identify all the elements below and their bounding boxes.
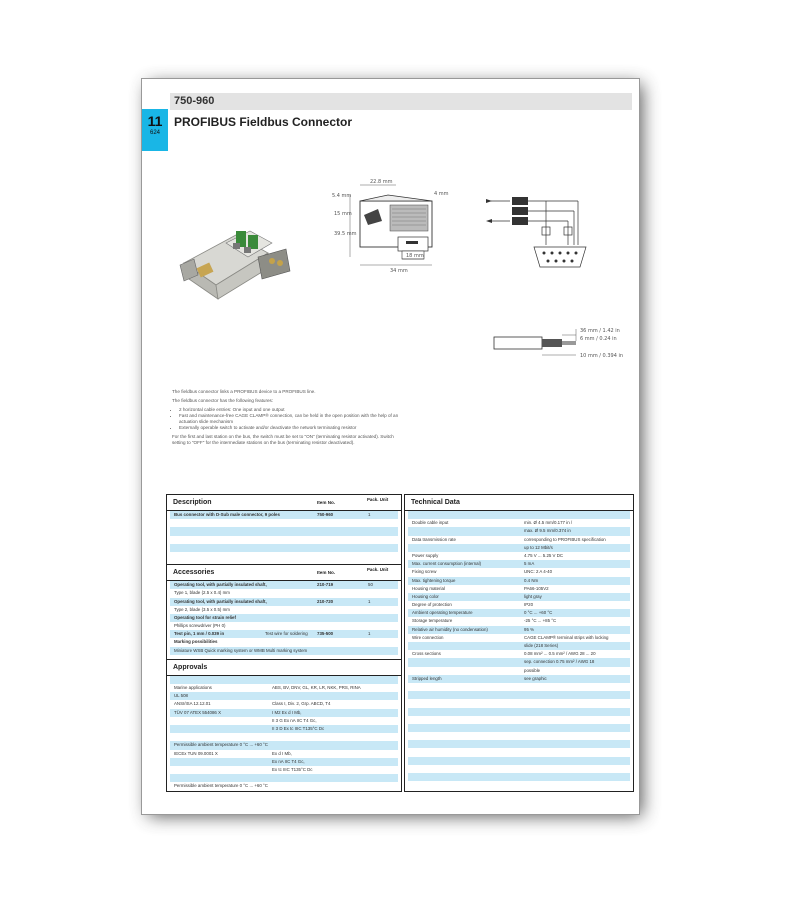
table-row bbox=[170, 552, 398, 560]
table-row bbox=[170, 684, 398, 692]
table-row bbox=[170, 511, 398, 519]
table-row bbox=[408, 568, 630, 576]
row-value: Class I, Div. 2, Grp. ABCD, T4 bbox=[272, 701, 331, 707]
ordering-box bbox=[166, 494, 402, 792]
table-row bbox=[408, 617, 630, 625]
table-row bbox=[170, 638, 398, 646]
row-label: Cross sections bbox=[412, 651, 441, 657]
table-row bbox=[170, 766, 398, 774]
table-row bbox=[170, 717, 398, 725]
dim-label: 5.4 mm bbox=[332, 193, 352, 199]
row-description: Operating tool, with partially insulated shaft, bbox=[174, 582, 267, 588]
row-value: 95 % bbox=[524, 626, 535, 632]
technical-data-rows bbox=[408, 511, 630, 781]
table-row bbox=[408, 585, 630, 593]
table-row bbox=[408, 609, 630, 617]
section-heading: Description bbox=[173, 499, 212, 506]
row-description: Operating tool, with partially insulated shaft, bbox=[174, 598, 267, 604]
table-row bbox=[408, 577, 630, 585]
row-value: ABS, BV, DNV, GL, KR, LR, NKK, PRS, RINA bbox=[272, 685, 361, 690]
row-label: UL 508 bbox=[174, 693, 188, 699]
feature-item: • 2 horizontal cable entries: One input and one output bbox=[179, 407, 402, 413]
table-row bbox=[408, 593, 630, 601]
part-number: 750-960 bbox=[174, 95, 215, 107]
dim-label: 15 mm bbox=[334, 211, 352, 217]
accessories-rows bbox=[170, 581, 398, 655]
table-row bbox=[408, 699, 630, 707]
table-row bbox=[170, 782, 398, 790]
dim-label: 4 mm bbox=[434, 191, 449, 197]
datasheet-page bbox=[141, 78, 640, 815]
section-heading: Technical Data bbox=[411, 499, 460, 506]
approvals-header bbox=[167, 660, 401, 676]
row-note: Test wire for soldering bbox=[265, 631, 308, 637]
col-pack-unit: Pack. Unit bbox=[367, 497, 389, 502]
intro-paragraph: The fieldbus connector links a PROFIBUS device to a PROFIBUS line. bbox=[172, 389, 316, 394]
row-label: Permissible ambient temperature 0 °C ... +60 °C bbox=[174, 742, 268, 748]
row-pack-unit: 1 bbox=[368, 631, 371, 637]
row-pack-unit: 1 bbox=[368, 598, 371, 604]
row-value: min. Ø 4.5 mm/0.177 in / bbox=[524, 520, 573, 526]
table-row bbox=[408, 560, 630, 568]
feature-item: • Fast and maintenance-free CAGE CLAMP® connection, can be held in the open position with the help of an actuation slide mechanism bbox=[179, 413, 402, 425]
dim-label: 18 mm bbox=[406, 253, 424, 259]
row-label: Power supply bbox=[412, 552, 439, 558]
table-row bbox=[408, 716, 630, 724]
cable-dim-label: 6 mm / 0.24 in bbox=[580, 336, 617, 342]
row-item-number: 735-500 bbox=[317, 631, 334, 637]
table-row bbox=[408, 765, 630, 773]
intro-paragraph: For the first and last station on the bus, the switch must be set to "ON" (terminating resistor activated). Switch setting to "OFF" for the intermediate stations on the bus (terminating resistor deactivated). bbox=[172, 434, 394, 445]
row-label: Relative air humidity (no condensation) bbox=[412, 626, 488, 632]
table-row bbox=[408, 773, 630, 781]
table-row bbox=[408, 519, 630, 527]
row-item-number: 750-960 bbox=[317, 512, 334, 517]
row-label: Wire connection bbox=[412, 634, 444, 640]
row-description: Miniature WSB Quick marking system or WMB Multi marking system bbox=[174, 647, 308, 653]
table-row bbox=[170, 544, 398, 552]
row-value: Ex nA IIC T4 Gc, bbox=[272, 758, 305, 764]
row-value: II 3 G Ex nA IIC T4 Gc, bbox=[272, 717, 317, 723]
row-value: UNC: 2 A 4-40 bbox=[524, 569, 553, 575]
row-value: I M2 Ex d I Mb, bbox=[272, 709, 302, 715]
row-value: II 3 D Ex tc IIIC T135°C Dc bbox=[272, 725, 325, 731]
row-value: 4.75 V ... 5.25 V DC bbox=[524, 552, 564, 558]
table-row bbox=[408, 757, 630, 765]
table-row bbox=[170, 741, 398, 749]
row-value: corresponding to PROFIBUS specification bbox=[524, 536, 606, 542]
table-row bbox=[408, 626, 630, 634]
section-heading: Approvals bbox=[173, 663, 208, 671]
table-row bbox=[408, 724, 630, 732]
product-photo bbox=[176, 213, 296, 309]
dim-label: 22.8 mm bbox=[370, 179, 393, 185]
table-row bbox=[170, 774, 398, 782]
table-row bbox=[408, 552, 630, 560]
col-item-no: Item No. bbox=[317, 570, 336, 576]
row-label: Max. current consumption (internal) bbox=[412, 561, 482, 567]
table-row bbox=[408, 675, 630, 683]
row-value: slide (218 Series) bbox=[524, 643, 559, 648]
table-row bbox=[408, 634, 630, 642]
row-description: Type 1, blade (2.5 x 0.4) mm bbox=[174, 590, 230, 596]
intro-paragraph: The fieldbus connector has the following features: bbox=[172, 398, 274, 403]
table-row bbox=[408, 667, 630, 675]
section-heading: Accessories bbox=[173, 569, 215, 577]
table-row bbox=[170, 676, 398, 684]
table-row bbox=[170, 692, 398, 700]
row-label: Stripped length bbox=[412, 675, 442, 681]
section-number: 11 bbox=[147, 113, 163, 129]
row-label: Degree of protection bbox=[412, 602, 452, 608]
row-description: Phillips screwdriver (PH 0) bbox=[174, 623, 226, 629]
cable-dim-label: 10 mm / 0.394 in bbox=[580, 353, 624, 359]
table-row bbox=[170, 709, 398, 717]
table-row bbox=[408, 732, 630, 740]
row-value: 0.08 mm² ... 0.5 mm² / AWG 28 ... 20 bbox=[524, 651, 596, 657]
row-label: Ambient operating temperature bbox=[412, 610, 473, 616]
wiring-schematic bbox=[482, 187, 592, 279]
row-label: Max. tightening torque bbox=[412, 577, 456, 583]
table-row bbox=[408, 511, 630, 519]
accessories-header bbox=[167, 565, 401, 581]
dim-label: 39.5 mm bbox=[334, 231, 357, 237]
row-label: ANSI/ISA 12.12.01 bbox=[174, 701, 211, 707]
section-tab bbox=[142, 109, 168, 151]
dimension-drawing bbox=[332, 175, 462, 275]
table-row bbox=[408, 601, 630, 609]
table-row bbox=[170, 700, 398, 708]
row-label: Housing material bbox=[412, 585, 445, 591]
table-row bbox=[170, 622, 398, 630]
row-description: Operating tool for strain relief bbox=[174, 614, 236, 620]
row-value: 0.4 Nm bbox=[524, 577, 539, 583]
dim-label: 34 mm bbox=[390, 268, 408, 274]
page-title: PROFIBUS Fieldbus Connector bbox=[174, 115, 353, 129]
row-pack-unit: 50 bbox=[368, 582, 373, 588]
header-bar bbox=[170, 93, 632, 110]
feature-item: • Externally operable switch to activate and/or deactivate the network terminating resistor bbox=[179, 425, 402, 431]
row-value: sep. connection 0.75 mm² / AWG 18 bbox=[524, 659, 595, 665]
row-label: Permissible ambient temperature 0 °C ... +60 °C bbox=[174, 783, 268, 789]
table-row bbox=[170, 581, 398, 589]
row-label: TÜV 07 ATEX 554086 X bbox=[174, 709, 222, 715]
table-row bbox=[408, 658, 630, 666]
table-row bbox=[170, 733, 398, 741]
row-value: see graphic bbox=[524, 675, 547, 681]
col-pack-unit: Pack. Unit bbox=[367, 567, 389, 573]
row-item-number: 210-720 bbox=[317, 598, 334, 604]
table-row bbox=[170, 750, 398, 758]
page-number: 624 bbox=[149, 130, 160, 136]
technical-data-header bbox=[405, 495, 633, 511]
row-label: Housing color bbox=[412, 593, 439, 599]
table-row bbox=[170, 589, 398, 597]
cable-dim-label: 36 mm / 1.42 in bbox=[580, 328, 620, 334]
table-row bbox=[170, 758, 398, 766]
table-row bbox=[170, 630, 398, 638]
table-row bbox=[170, 647, 398, 655]
row-value: light gray bbox=[524, 593, 542, 599]
row-value: Ex tc IIIC T135°C Dc bbox=[272, 766, 313, 772]
table-row bbox=[170, 598, 398, 606]
description-rows bbox=[170, 511, 398, 560]
row-value: CAGE CLAMP® terminal strips with locking bbox=[524, 634, 609, 640]
row-label: Storage temperature bbox=[412, 618, 453, 624]
table-row bbox=[170, 614, 398, 622]
row-value: max. Ø 9.5 mm/0.374 in bbox=[524, 528, 571, 534]
row-value: 0 °C ... +60 °C bbox=[524, 610, 553, 616]
row-description: Type 2, blade (3.5 x 0.5) mm bbox=[174, 606, 230, 612]
row-item-number: 210-719 bbox=[317, 582, 334, 588]
row-description: Test pin, 1 mm / 0.039 in bbox=[174, 631, 225, 637]
description-header bbox=[167, 495, 401, 511]
row-label: Fixing screw bbox=[412, 569, 437, 575]
cable-strip-drawing bbox=[492, 325, 632, 361]
feature-list bbox=[172, 407, 402, 431]
row-value: PA66-105V2 bbox=[524, 585, 549, 591]
table-row bbox=[408, 536, 630, 544]
table-row bbox=[170, 527, 398, 535]
table-row bbox=[408, 691, 630, 699]
row-label: IECEx TUN 09.0001 X bbox=[174, 750, 218, 756]
table-row bbox=[408, 708, 630, 716]
row-label: Marine applications bbox=[174, 685, 212, 690]
row-value: Ex d I Mb, bbox=[272, 750, 292, 756]
row-description: Bus connector with D-Sub male connector, 9 poles bbox=[174, 512, 280, 517]
technical-data-box bbox=[404, 494, 634, 792]
table-row bbox=[408, 527, 630, 535]
intro-text bbox=[172, 389, 402, 449]
row-value: IP20 bbox=[524, 602, 534, 608]
table-row bbox=[408, 740, 630, 748]
table-row bbox=[408, 748, 630, 756]
row-value: 5 mA bbox=[524, 561, 535, 567]
table-row bbox=[408, 642, 630, 650]
table-row bbox=[408, 683, 630, 691]
row-description: Marking possibilities bbox=[174, 639, 218, 645]
row-value: up to 12 Mbit/s bbox=[524, 544, 553, 550]
table-row bbox=[170, 519, 398, 527]
col-item-no: Item No. bbox=[317, 500, 336, 505]
row-value: possible bbox=[524, 667, 541, 673]
table-row bbox=[170, 606, 398, 614]
table-row bbox=[170, 725, 398, 733]
approvals-rows bbox=[170, 676, 398, 791]
table-row bbox=[170, 536, 398, 544]
row-pack-unit: 1 bbox=[368, 512, 371, 517]
row-label: Data transmission rate bbox=[412, 536, 456, 542]
row-label: Double cable input bbox=[412, 520, 449, 526]
table-row bbox=[408, 544, 630, 552]
table-row bbox=[408, 650, 630, 658]
row-value: -25 °C ... +85 °C bbox=[524, 618, 557, 624]
